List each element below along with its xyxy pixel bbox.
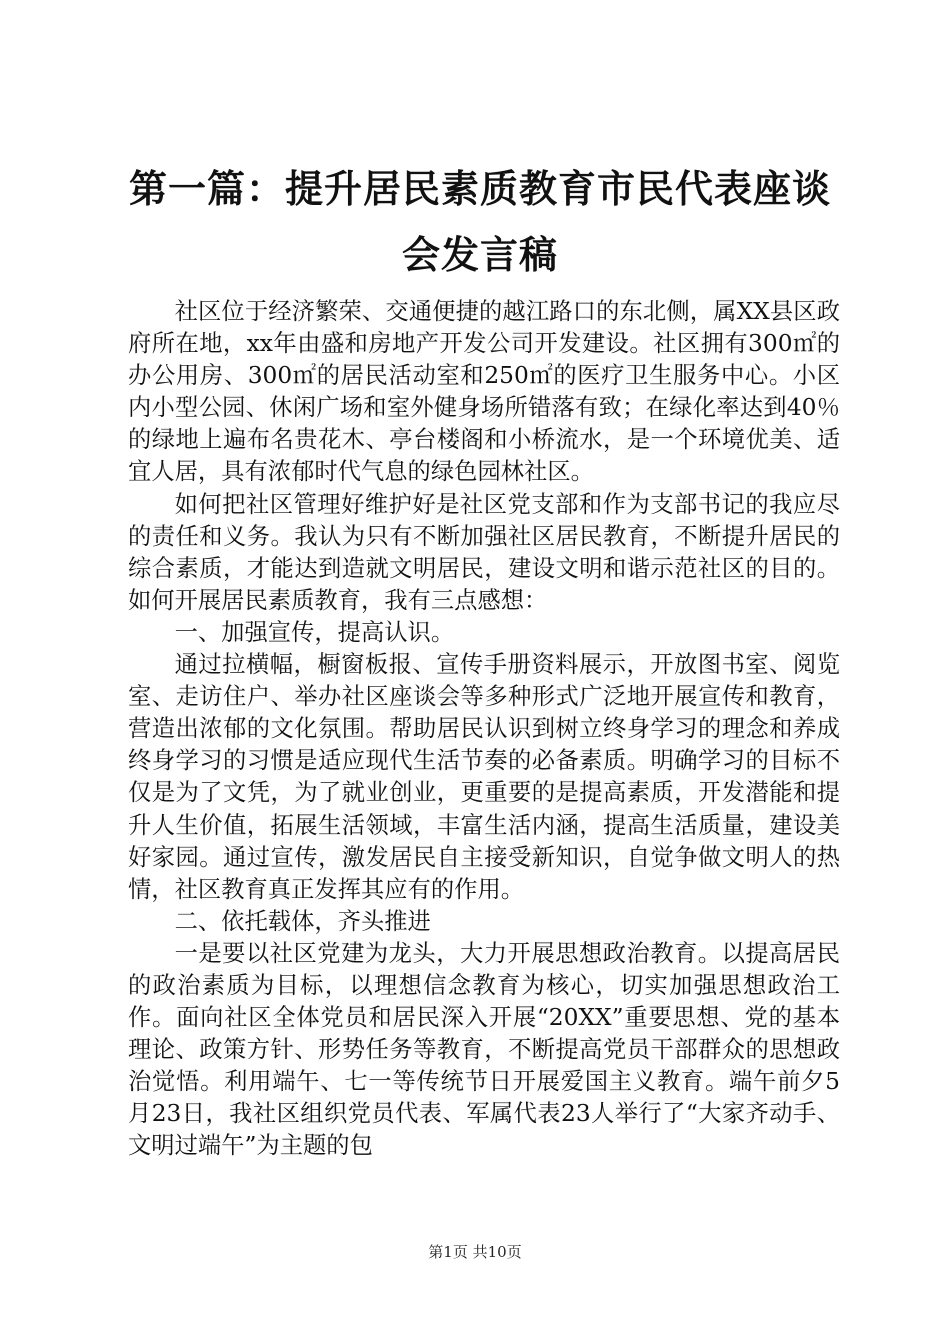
paragraph-publicity: 通过拉横幅，橱窗板报、宣传手册资料展示，开放图书室、阅览室、走访住户、举办社区座谈会等多种形式广泛地开展宣传和教育，营造出浓郁的文化氛围。帮助居民认识到树立终身学习的理念和养成终身学习的习惯是适应现代生活节奏的必备素质。明确学习的目标不仅是为了文凭，为了就业创业，更重要的是提高素质，开发潜能和提升人生价值，拓展生活领域，丰富生活内涵，提高生活质量，建设美好家园。通过宣传，激发居民自主接受新知识，自觉争做文明人的热情，社区教育真正发挥其应有的作用。 (128, 651, 840, 903)
paragraph-management-duty: 如何把社区管理好维护好是社区党支部和作为支部书记的我应尽的责任和义务。我认为只有不断加强社区居民教育，不断提升居民的综合素质，才能达到造就文明居民，建设文明和谐示范社区的目的。如何开展居民素质教育，我有三点感想： (128, 490, 840, 614)
page-footer: 第1页 共10页 (428, 1243, 522, 1261)
document-title: 第一篇：提升居民素质教育市民代表座谈会发言稿 (128, 166, 831, 277)
paragraph-party-building: 一是要以社区党建为龙头，大力开展思想政治教育。以提高居民的政治素质为目标，以理想信念教育为核心，切实加强思想政治工作。面向社区全体党员和居民深入开展“20XX”重要思想、党的基本理论、政策方针、形势任务等教育，不断提高党员干部群众的思想政治觉悟。利用端午、七一等传统节日开展爱国主义教育。端午前夕5月23日，我社区组织党员代表、军属代表23人举行了“大家齐动手、文明过端午”为主题的包 (128, 939, 840, 1160)
section-heading-2: 二、依托载体，齐头推进 (174, 907, 431, 935)
section-heading-1: 一、加强宣传，提高认识。 (174, 618, 455, 646)
paragraph-community-intro: 社区位于经济繁荣、交通便捷的越江路口的东北侧，属XX县区政府所在地，xx年由盛和房地产开发公司开发建设。社区拥有300㎡的办公用房、300㎡的居民活动室和250㎡的医疗卫生服务中心。小区内小型公园、休闲广场和室外健身场所错落有致；在绿化率达到40％的绿地上遍布名贵花木、亭台楼阁和小桥流水，是一个环境优美、适宜人居，具有浓郁时代气息的绿色园林社区。 (128, 298, 840, 486)
document-body (128, 296, 840, 1163)
